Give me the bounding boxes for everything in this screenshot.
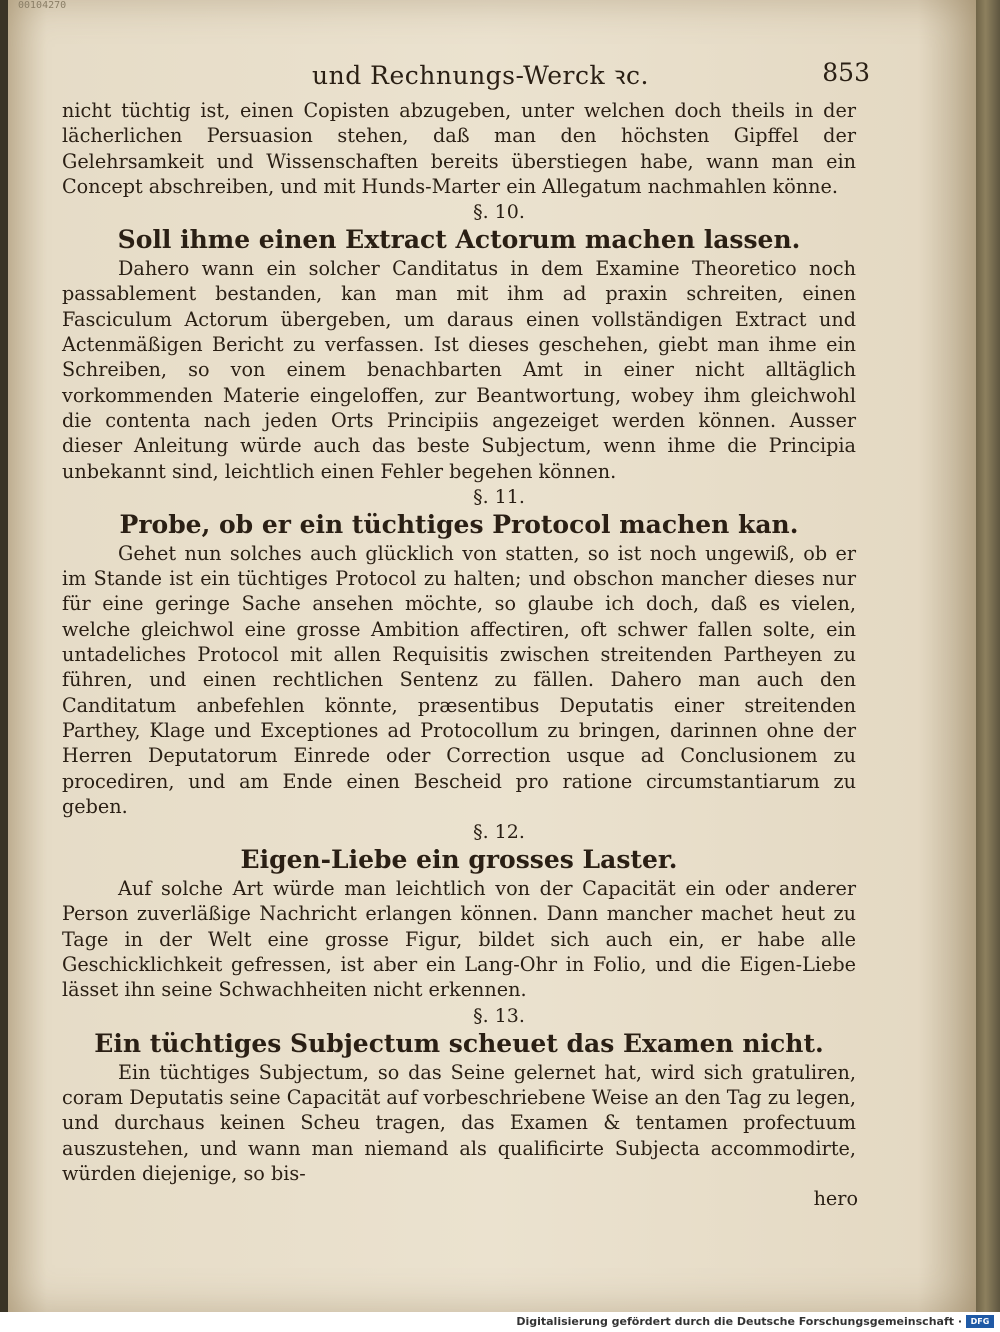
section-text: Dahero wann ein solcher Canditatus in dem Examine Theoretico noch passablement bestanden, kan man mit ihm ad praxin schreiten, einen Fasciculum Actorum übergeben, um daraus einen vollständigen Extract und Actenmäßigen Bericht zu verfassen. Ist dieses geschehen, giebt man ihme ein Schreiben, so von einem benachbarten Amt in einer nicht alltäglich vorkommenden Materie eingeloffen, zur Beantwortung, wobey ihm gleichwohl die contenta nach jeden Orts Principiis angezeiget werden können. Ausser dieser Anleitung würde auch das beste Subjectum, wenn ihme die Principia unbekannt sind, leichtlich einen Fehler begehen können.: [62, 257, 856, 483]
running-head-title: und Rechnungs-Werck ꝛc.: [312, 61, 649, 90]
section-text: Auf solche Art würde man leichtlich von der Capacität ein oder anderer Person zuverläßige Nachricht erlangen können. Dann mancher machet heut zu Tage in der Welt eine grosse Figur, bildet sich auch ein, er habe alle Geschicklichkeit gefressen, ist aber ein Lang-Ohr in Folio, und die Eigen-Liebe lässet ihn seine Schwachheiten nicht erkennen.: [62, 877, 856, 1002]
section-10: [62, 200, 856, 484]
book-edge: [976, 0, 1000, 1312]
footer-bar: [0, 1312, 1000, 1332]
section-number: §. 10.: [473, 201, 525, 224]
intro-paragraph: nicht tüchtig ist, einen Copisten abzugeben, unter welchen doch theils in der lächerlichen Persuasion stehen, daß man den höchsten Gipffel der Gelehrsamkeit und Wissenschaften bereits überstiegen habe, wann man ein Concept abschreiben, und mit Hunds-Marter ein Allegatum nachmahlen könne.: [62, 99, 856, 198]
section-heading: Eigen-Liebe ein grosses Laster.: [240, 845, 678, 875]
section-13: [62, 1004, 856, 1186]
section-12: [62, 820, 856, 1002]
running-head: [62, 58, 870, 98]
catchword: hero: [813, 1187, 858, 1211]
dfg-logo-icon: DFG: [966, 1315, 994, 1328]
section-heading: Soll ihme einen Extract Actorum machen lassen.: [117, 225, 801, 255]
scan-id: 00104270: [18, 0, 67, 11]
section-number: §. 12.: [473, 821, 525, 844]
section-11: [62, 485, 856, 819]
page-number: 853: [822, 58, 870, 87]
section-number: §. 11.: [473, 485, 525, 508]
footer-credit: Digitalisierung gefördert durch die Deutsche Forschungsgemeinschaft ·: [516, 1315, 962, 1328]
section-text: Gehet nun solches auch glücklich von statten, so ist noch ungewiß, ob er im Stande ist ein tüchtiges Protocol zu halten; und obschon mancher dieses nur für eine geringe Sache ansehen möchte, so glaube ich doch, daß es vielen, welche gleichwol eine grosse Ambition affectiren, oft schwer fallen solte, ein untadeliches Protocol mit allen Requisitis zwischen streitenden Partheyen zu führen, und einen rechtlichen Sentenz zu fällen. Dahero man auch den Canditatum anbefehlen könnte, præsentibus Deputatis einer streitenden Parthey, Klage und Exceptiones ad Protocollum zu bringen, darinnen ohne der Herren Deputatorum Einrede oder Correction usque ad Conclusionem zu procediren, und am Ende einen Bescheid pro ratione circumstantiarum zu geben.: [62, 541, 856, 818]
section-heading: Probe, ob er ein tüchtiges Protocol machen kan.: [119, 509, 799, 539]
section-number: §. 13.: [473, 1004, 525, 1027]
section-text: Ein tüchtiges Subjectum, so das Seine gelernet hat, wird sich gratuliren, coram Deputatis seine Capacität auf vorbeschriebene Weise an den Tag zu legen, und durchaus keinen Scheu tragen, das Examen & tentamen profectuum auszustehen, und wann man niemand als qualificirte Subjecta accommodirte, würden diejenige, so bis-: [62, 1060, 856, 1185]
page-text: [62, 58, 870, 1211]
section-heading: Ein tüchtiges Subjectum scheuet das Examen nicht.: [94, 1028, 824, 1058]
